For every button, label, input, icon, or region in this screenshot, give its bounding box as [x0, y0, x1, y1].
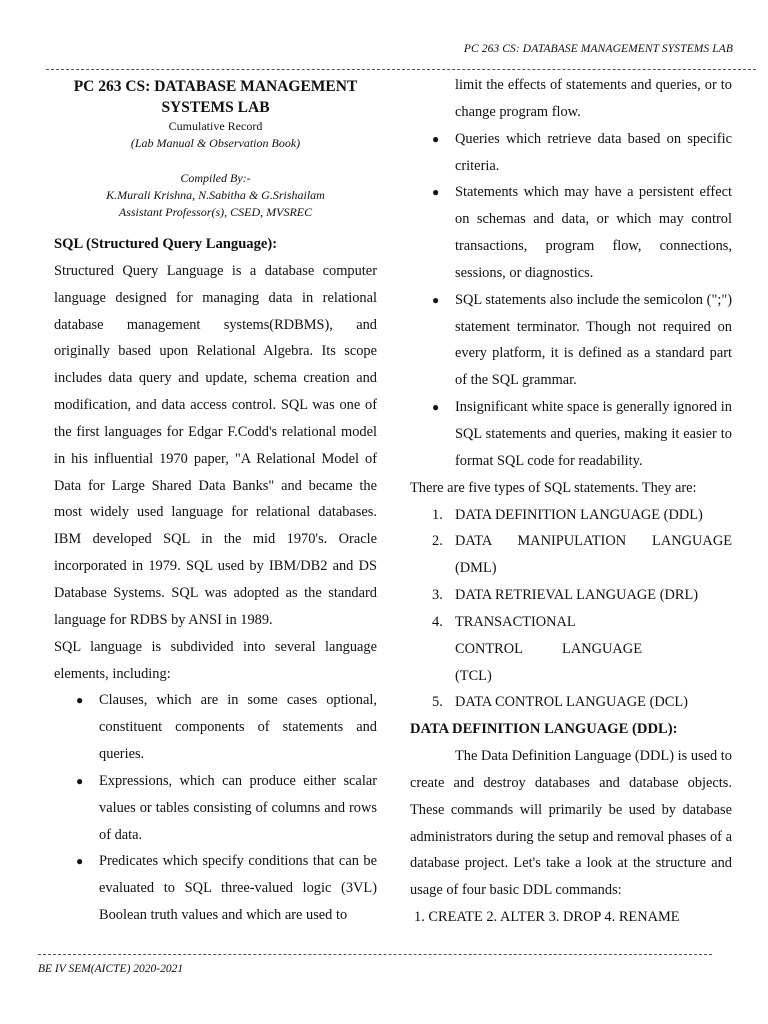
list-item-text: Queries which retrieve data based on specific criteria. — [455, 130, 732, 174]
sql-paragraph: Structured Query Language is a database computer language designed for managing data in relational database management systems(RDBMS), and originally based upon Relational Algebra. Its scope includes data query and update, schema creation and modification, and data access control. SQL was one of the first languages for Edgar F.Codd's relational model in his influential 1970 paper, "A Relational Model of Data for Large Shared Data Banks" and became the most widely used language for relational databases. IBM developed SQL in the mid 1970's. Oracle incorporated in 1979. SQL used by IBM/DB2 and DS Database Systems. SQL was adopted as the standard language for RDBS by ANSI in 1989. — [54, 262, 377, 628]
subtitle: Cumulative Record — [168, 119, 263, 133]
list-item-text: Statements which may have a persistent effect on schemas and data, or which may control transactions, program flow, connections, sessions, or diagnostics. — [455, 184, 732, 281]
sql-elements-list-right — [410, 126, 732, 475]
list-item-text: DATA DEFINITION LANGUAGE (DDL) — [455, 506, 703, 523]
item-number: 5. — [432, 694, 443, 711]
list-item — [54, 768, 377, 849]
statement-types-intro: There are five types of SQL statements. They are: — [410, 479, 697, 496]
list-item-text: Clauses, which are in some cases optional, constituent components of statements and queries. — [99, 692, 377, 763]
item-number: 3. — [432, 587, 443, 604]
affiliation: Assistant Professor(s), CSED, MVSREC — [118, 205, 313, 219]
sql-elements-intro: SQL language is subdivided into several language elements, including: — [54, 638, 377, 682]
bullet-icon: ● — [76, 693, 84, 708]
list-item — [54, 848, 377, 929]
bullet-icon: ● — [432, 185, 440, 200]
statement-types-list — [410, 502, 732, 717]
list-item — [410, 528, 732, 582]
running-header: PC 263 CS: DATABASE MANAGEMENT SYSTEMS LAB — [463, 43, 733, 55]
bullet-continuation: limit the effects of statements and queries, or to change program flow. — [455, 77, 732, 120]
list-item — [410, 689, 732, 716]
title-line-1: PC 263 CS: DATABASE MANAGEMENT — [73, 78, 358, 95]
subtitle-2: (Lab Manual & Observation Book) — [130, 136, 301, 150]
list-item-text: Insignificant white space is generally ignored in SQL statements and queries, making it easier to format SQL code for readability. — [455, 399, 732, 469]
bullet-icon: ● — [432, 131, 440, 146]
list-item — [410, 582, 732, 609]
list-item — [410, 609, 732, 690]
list-item-text: SQL statements also include the semicolon (";") statement terminator. Though not required on every platform, it is defined as a standard part of the SQL grammar. — [455, 291, 732, 389]
list-item-text: Expressions, which can produce either scalar values or tables consisting of columns and rows of data. — [99, 772, 377, 843]
list-item-text: TRANSACTIONAL CONTROL LANGUAGE (TCL) — [455, 613, 642, 684]
item-number: 1. — [432, 506, 443, 523]
list-item-text: DATA RETRIEVAL LANGUAGE (DRL) — [455, 587, 699, 604]
list-item-text: DATA CONTROL LANGUAGE (DCL) — [455, 694, 688, 711]
spacer — [54, 152, 377, 170]
footer-divider — [38, 954, 712, 955]
ddl-heading: DATA DEFINITION LANGUAGE (DDL): — [410, 721, 678, 738]
list-item — [410, 502, 732, 529]
list-item — [410, 126, 732, 180]
bullet-icon: ● — [432, 400, 440, 415]
list-item — [54, 687, 377, 768]
sql-elements-list-left — [54, 687, 377, 929]
list-item-text: Predicates which specify conditions that can be evaluated to SQL three-valued logic (3VL) Boolean truth values and which are used to — [99, 853, 377, 924]
sql-heading: SQL (Structured Query Language): — [54, 236, 278, 252]
document-title — [54, 76, 377, 118]
ddl-commands: 1. CREATE 2. ALTER 3. DROP 4. RENAME — [414, 909, 680, 926]
authors: K.Murali Krishna, N.Sabitha & G.Srishailam — [106, 188, 325, 202]
list-item-text: DATA MANIPULATION LANGUAGE (DML) — [455, 533, 732, 577]
item-number: 2. — [432, 533, 443, 550]
list-item — [410, 394, 732, 475]
compiled-by: Compiled By:- — [180, 171, 251, 185]
left-column — [54, 72, 377, 929]
bullet-icon: ● — [432, 292, 440, 307]
footer-text: BE IV SEM(AICTE) 2020-2021 — [38, 963, 184, 975]
list-item — [410, 179, 732, 286]
list-item — [410, 287, 732, 394]
bullet-icon: ● — [76, 773, 84, 788]
bullet-icon: ● — [76, 854, 84, 869]
title-line-2: SYSTEMS LAB — [161, 99, 270, 116]
item-number: 4. — [432, 613, 443, 630]
ddl-paragraph: The Data Definition Language (DDL) is used to create and destroy databases and database objects. These commands will primarily be used by database administrators during the setup and removal phases of a database project. Let's take a look at the structure and usage of four basic DDL commands: — [410, 748, 732, 899]
right-column — [410, 72, 732, 931]
header-divider — [46, 69, 756, 70]
